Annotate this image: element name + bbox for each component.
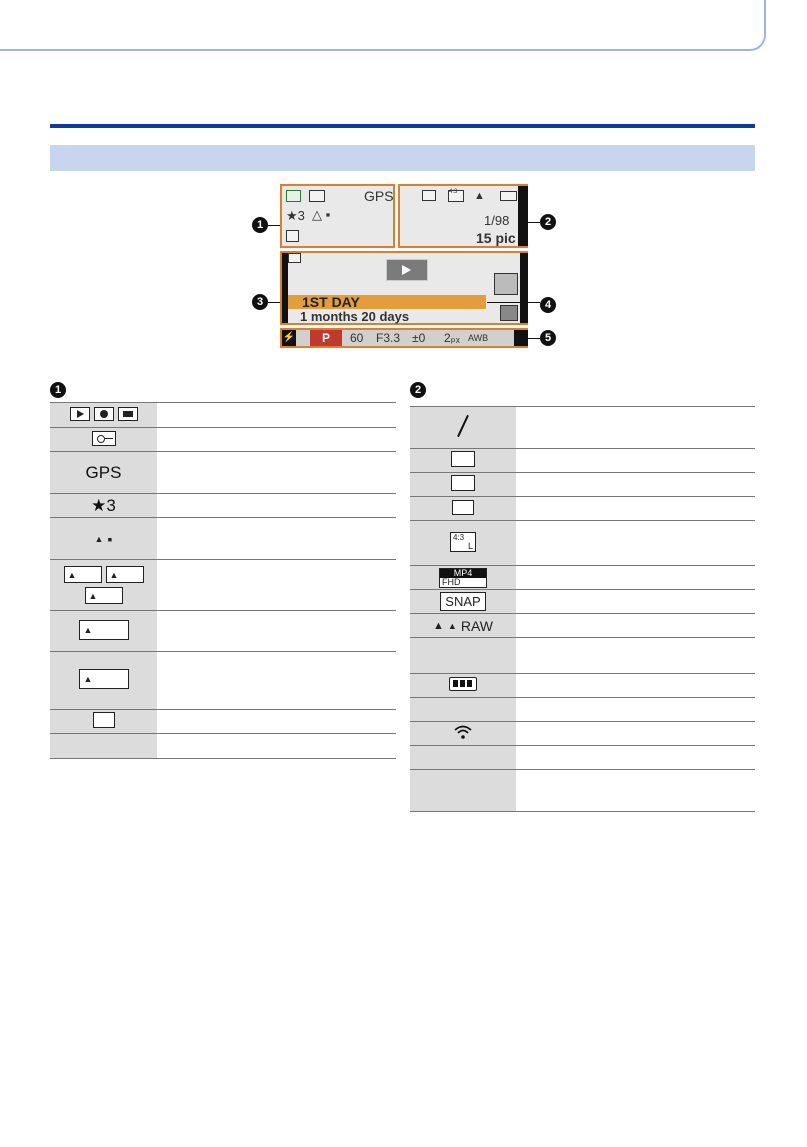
pen-icon xyxy=(457,415,469,438)
callout-5-line xyxy=(528,338,540,339)
screen-edge xyxy=(518,186,528,246)
callout-2: 2 xyxy=(540,214,556,230)
table-2-number: 2 xyxy=(410,382,426,398)
fhd-label: FHD xyxy=(440,578,486,587)
table-row xyxy=(410,638,755,674)
table-row xyxy=(50,560,396,611)
table-row xyxy=(410,566,755,590)
stop-motion-group-icon: ▲ xyxy=(85,587,123,604)
zone-5 xyxy=(280,328,528,348)
empty-icon-cell xyxy=(410,638,516,674)
table-row xyxy=(410,698,755,722)
quality-fine-icon: ▲ xyxy=(433,620,444,632)
title-text: 1ST DAY xyxy=(302,294,360,310)
table-row xyxy=(50,710,396,734)
aspect-label: 4:3 xyxy=(453,532,465,542)
snap-label: SNAP xyxy=(440,592,485,611)
flash-icon: ⚡ xyxy=(282,330,296,346)
protect-key-icon xyxy=(92,431,116,446)
burst-group-icon: ▲ xyxy=(64,566,102,583)
screen-edge xyxy=(514,330,528,346)
edit-icon xyxy=(288,253,301,263)
rating-label: ★3 xyxy=(91,495,116,515)
drive-value: 2ₚₓ xyxy=(444,331,460,345)
size-label: L xyxy=(467,540,473,551)
table-1-title xyxy=(50,380,66,398)
text-print-icon xyxy=(93,712,115,728)
callout-3: 3 xyxy=(252,294,268,310)
pictures-count: 15 pic xyxy=(476,230,516,246)
table-row xyxy=(410,521,755,566)
mp4-fhd-icon xyxy=(439,568,487,588)
table-row xyxy=(410,746,755,770)
table-row xyxy=(50,652,396,710)
wifi-icon xyxy=(453,724,473,740)
empty-icon-cell xyxy=(50,734,157,759)
gps-label: GPS xyxy=(85,462,122,482)
table-row xyxy=(410,722,755,746)
table-1 xyxy=(50,402,396,759)
playback-mode-icon xyxy=(286,190,301,202)
table-row xyxy=(410,770,755,812)
camera-icon xyxy=(94,407,114,421)
screen-edge xyxy=(282,253,288,323)
shutter-value: 60 xyxy=(350,331,364,345)
post-focus-group-icon: ▲ xyxy=(79,669,129,689)
table-1-number: 1 xyxy=(50,382,66,398)
mode-badge: P xyxy=(310,330,342,346)
play-button[interactable] xyxy=(386,259,428,281)
callout-1-line xyxy=(268,225,280,226)
empty-icon-cell xyxy=(410,746,516,770)
zone-1 xyxy=(280,184,395,248)
trash-icon[interactable] xyxy=(500,305,518,321)
picture-counter: 1/98 xyxy=(484,213,510,228)
callout-4: 4 xyxy=(540,297,556,313)
play-icon xyxy=(70,407,90,421)
callout-4-line xyxy=(487,302,540,303)
screen-edge xyxy=(520,253,528,323)
table-row xyxy=(50,494,396,518)
callout-2-line xyxy=(528,222,540,223)
table-row xyxy=(50,518,396,560)
table-row xyxy=(410,473,755,497)
protect-key-icon xyxy=(309,190,325,202)
zone-2 xyxy=(398,184,528,248)
table-row xyxy=(50,428,396,452)
4k-photo-group-icon: ▲ xyxy=(79,620,129,640)
raw-label: RAW xyxy=(460,618,493,634)
quality-raw-icon: ▲ xyxy=(447,621,457,631)
table-row xyxy=(410,674,755,698)
page-header-frame xyxy=(0,0,766,51)
4k-burst-icon xyxy=(451,451,475,467)
ev-value: ±0 xyxy=(412,331,426,345)
aperture-value: F3.3 xyxy=(376,331,401,345)
table-row xyxy=(50,452,396,494)
wb-value: AWB xyxy=(468,333,489,343)
elapsed-text: 1 months 20 days xyxy=(300,309,410,324)
gps-indicator: GPS xyxy=(364,188,394,204)
callout-1: 1 xyxy=(252,217,268,233)
text-print-icon xyxy=(286,230,299,242)
battery-icon xyxy=(500,191,517,201)
table-row xyxy=(50,734,396,759)
title-rule xyxy=(50,124,755,128)
post-focus-stack-icon xyxy=(451,475,475,491)
callout-5: 5 xyxy=(540,330,556,346)
zone-3 xyxy=(280,251,528,325)
interval-group-icon: ▲ xyxy=(106,566,144,583)
triangle-movie-icon: ▲ ▪ xyxy=(94,531,113,547)
table-row xyxy=(410,614,755,638)
battery-icon xyxy=(449,677,477,691)
table-row xyxy=(410,449,755,473)
quality-icon: ▲ xyxy=(474,190,485,202)
table-row xyxy=(410,590,755,614)
table-row xyxy=(50,403,396,428)
table-2 xyxy=(410,406,755,812)
pattern-icon[interactable] xyxy=(494,273,518,295)
aspect-value: 4:3 xyxy=(449,189,458,195)
rating-indicator: ★3 xyxy=(286,208,305,223)
table-2-title xyxy=(410,380,426,398)
empty-icon-cell xyxy=(410,698,516,722)
callout-3-line xyxy=(268,302,280,303)
picture-icon xyxy=(422,190,436,201)
triangle-movie-icon: △ ▪ xyxy=(312,207,331,222)
post-focus-icon xyxy=(452,500,474,515)
empty-icon-cell xyxy=(410,770,516,812)
movie-icon xyxy=(118,407,138,421)
section-heading-band xyxy=(50,145,755,171)
aspect-size-icon xyxy=(450,532,476,552)
table-row xyxy=(50,611,396,652)
table-row xyxy=(410,407,755,449)
mp4-label: MP4 xyxy=(440,569,486,578)
table-row xyxy=(410,497,755,521)
